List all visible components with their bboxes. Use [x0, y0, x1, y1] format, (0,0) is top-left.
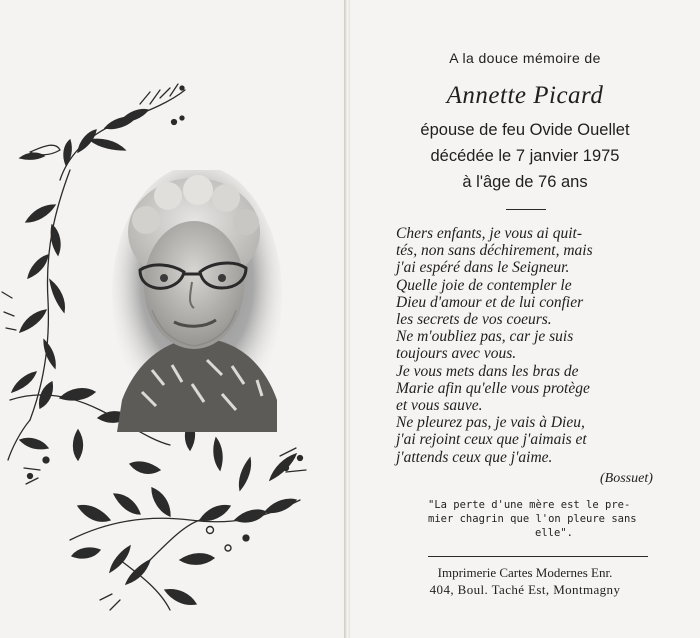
left-card — [0, 0, 344, 638]
divider — [506, 209, 546, 210]
poem-line: toujours avec vous. — [396, 345, 517, 363]
age-line: à l'âge de 76 ans — [462, 173, 588, 191]
footer-divider — [428, 556, 648, 557]
farewell-poem — [396, 225, 694, 466]
mother-quote — [428, 498, 664, 540]
poem-line: tés, non sans déchirement, mais — [396, 242, 593, 260]
poem-line: Ne pleurez pas, je vais à Dieu, — [396, 414, 585, 432]
poem-line: Quelle joie de contempler le — [396, 276, 572, 294]
portrait-photo — [112, 170, 282, 432]
poem-line: Ne m'oubliez pas, car je suis — [396, 328, 574, 346]
poem-line: j'attends ceux que j'aime. — [396, 448, 553, 466]
poem-line: Je vous mets dans les bras de — [396, 362, 579, 380]
quote-line: mier chagrin que l'on pleure sans — [428, 513, 637, 525]
memorial-heading: A la douce mémoire de — [449, 50, 601, 66]
printer-address: 404, Boul. Taché Est, Montmagny — [429, 582, 621, 597]
poem-line: j'ai espéré dans le Seigneur. — [396, 259, 570, 277]
poem-author: (Bossuet) — [600, 471, 653, 486]
poem-line: Chers enfants, je vous ai quit- — [396, 225, 582, 242]
death-date-line: décédée le 7 janvier 1975 — [430, 147, 620, 165]
poem-line: j'ai rejoint ceux que j'aimais et — [396, 431, 587, 449]
poem-line: Marie afin qu'elle vous protège — [396, 379, 590, 397]
poem-line: les secrets de vos coeurs. — [396, 311, 552, 329]
spouse-line: épouse de feu Ovide Ouellet — [420, 121, 630, 139]
right-card — [350, 0, 700, 638]
printer-name: Imprimerie Cartes Modernes Enr. — [437, 565, 613, 580]
poem-line: et vous sauve. — [396, 397, 483, 415]
quote-line: elle". — [535, 527, 573, 539]
deceased-name: Annette Picard — [446, 82, 604, 109]
poem-line: Dieu d'amour et de lui confier — [396, 293, 584, 311]
quote-line: "La perte d'une mère est le pre- — [428, 499, 631, 511]
